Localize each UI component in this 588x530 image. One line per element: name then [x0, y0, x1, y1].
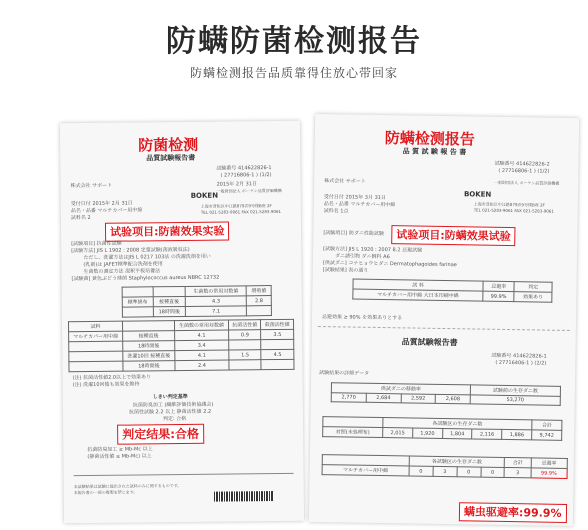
table-cell [69, 361, 123, 372]
table-cell: 53,270 [470, 395, 560, 405]
table-cell: 合計 [532, 420, 562, 430]
test-line: [試験方法] JIS L 1902 : 2008 定量試験(菌液吸収法) [71, 246, 190, 255]
table-cell: 0 [409, 466, 433, 476]
table-cell: 試験前の生存ダニ数 [470, 385, 560, 396]
doc-title: 品 質 試 験 報 告 書 [402, 147, 467, 157]
field-received-date: 受付日付 2015年 3月 31日 [323, 194, 387, 202]
test-line: [供試ダニ] コナヒョウヒダニ Dermatophagoides farinae [322, 260, 457, 269]
table-cell [122, 321, 174, 332]
table-cell: 生菌数の常用対数値 [174, 320, 228, 331]
table-row [122, 306, 271, 318]
table-cell: 忌避率 [531, 458, 568, 469]
table-cell [122, 287, 153, 297]
judgement-line: 抗菌性試験 2.2 以上 静菌活性値 2.2 [128, 408, 212, 416]
table-cell: 7.1 [185, 306, 246, 317]
field-received-date: 受付日付 2015年 2月 31日 [70, 200, 133, 208]
table-cell [229, 360, 262, 370]
test-item-label: 试验项目:防螨效果试验 [391, 225, 516, 246]
table-cell [122, 307, 153, 317]
test-line: [試験結果] 表の通り [322, 267, 369, 274]
table-cell: 0 [457, 467, 481, 477]
table-cell [69, 341, 123, 352]
test-line: ダニ誘引物 ダニ飼料 A6 [334, 253, 390, 261]
lab-tel: TEL 021-5283-9061 FAX 021-5283-9061 [473, 207, 554, 214]
table-cell: 99.9% [483, 291, 515, 301]
test-line: (乳剤)は JAFET標準配合洗剤を使用 [83, 261, 163, 269]
report-sub-number-page2: ( 27716406-1 ) (2/2) [495, 359, 547, 367]
table-cell [261, 359, 294, 369]
table-note: (注) 抗菌活性値2.0以上で効果あり [72, 374, 152, 382]
table-cell: 1,804 [442, 428, 472, 438]
table-cell: 忌避率 [483, 281, 515, 291]
table-cell: 3 [505, 467, 531, 477]
judgement-heading: しきい判定基準 [152, 393, 188, 401]
lab-logo: BOKEN [463, 190, 492, 199]
table-cell: 2,770 [331, 393, 366, 403]
table-cell: 洗濯10回 接種直後 [123, 351, 175, 362]
table-note: (注) 洗濯10回後も効果を維持 [72, 381, 140, 389]
table-cell: 3 [433, 466, 457, 476]
table-cell: 各試験区の生存ダニ数 [383, 418, 532, 430]
table-cell: 接種直後 [123, 331, 175, 342]
barcode [214, 491, 274, 502]
page-divider [318, 326, 570, 331]
footnote: 本報告書の一部の複製を禁じます。 [73, 489, 138, 496]
table-cell: 試 料 [353, 279, 483, 291]
antibacterial-report-sheet [60, 121, 304, 523]
table-cell [247, 306, 272, 316]
divider [74, 473, 294, 476]
table-cell: 標準綿布 [122, 297, 153, 307]
table-cell: 2.8 [247, 296, 272, 306]
doc-title-page2: 品質試験報告書 [401, 337, 458, 348]
table-cell: 2,608 [435, 394, 470, 404]
table-cell: 対照(未処理布) [323, 427, 383, 438]
table-cell: 1.5 [229, 350, 262, 360]
table-cell: 合計 [505, 457, 531, 467]
report-date: 2015年 2月 31日 [216, 181, 258, 188]
anti-mite-heading: 防螨检测报告 [384, 129, 475, 149]
table-cell: 4.5 [261, 349, 294, 359]
test-item-label: 试验项目:防菌效果实验 [105, 221, 230, 241]
mite-movement-table [331, 382, 561, 406]
table-cell [153, 286, 185, 296]
table-cell: 2,116 [472, 429, 502, 439]
control-results-table [122, 285, 272, 318]
test-line: [試験項目] 抗菌性試験 [71, 240, 122, 248]
field-product-name: 品名・品番 マルチカバー用中綿 [323, 201, 396, 209]
test-line: [試験項目] 防ダニ性能試験 [323, 230, 384, 238]
judgement-line: 抗菌防臭加工 (繊維評価技術協議会) [132, 401, 214, 409]
table-cell: 2.4 [175, 360, 229, 371]
table-cell [261, 339, 294, 349]
table-cell: 供試ダニの移動率 [331, 383, 470, 395]
judgement-result-label: 判定结果:合格 [117, 424, 204, 445]
criteria-line: 抗菌防臭加工 ≥ Mb-Mc 以上 [87, 446, 153, 453]
table-cell: 18時間後 [123, 341, 175, 352]
test-line: [試験菌] 黄色ぶどう球菌 Staphylococcus aureus NBRC 12732 [71, 274, 220, 283]
table-row [69, 359, 294, 371]
field-sample-name: 試料名 1点 [323, 208, 349, 215]
sample-results-table [68, 319, 295, 372]
report-number: 試験番号 414622826-1 [216, 165, 272, 172]
table-cell: 効果あり [514, 292, 552, 303]
table-cell: 各試験区の生存ダニ数 [409, 456, 505, 468]
table-row [353, 289, 552, 302]
table-cell: 増殖値 [247, 286, 272, 296]
lab-organization: 一般財団法人 ボーケン品質評価機構 [494, 179, 560, 186]
table-cell: 2,684 [366, 393, 401, 403]
criteria-line: (静菌活性値 ≥ Mb-Mc) 以上 [87, 453, 152, 460]
table-cell [69, 351, 123, 362]
report-number: 試験番号 414622826-2 [494, 160, 550, 168]
table-cell: 0.9 [229, 330, 262, 340]
antibacterial-heading: 防菌检测 [138, 135, 199, 155]
test-line: ただし、洗濯方法はJIS L 0217 103法 の洗濯洗剤を用い [83, 253, 211, 262]
lab-logo: BOKEN [190, 191, 219, 200]
table-cell: 生菌数の常用対数値 [185, 286, 246, 297]
lab-address: 上海市普陀区中江路879弄9号楼B座 2F [200, 203, 272, 209]
table-cell: 4.3 [185, 296, 246, 307]
repellency-rate-label: 螨虫驱避率:99.9% [459, 502, 567, 523]
table-cell: マルチカバー用中綿 [322, 465, 409, 476]
table-cell: 2,592 [401, 394, 436, 404]
field-sample-name: 試料名 2 [70, 214, 91, 222]
lab-organization: 一般財団法人 ボーケン品質評価機構 [216, 187, 282, 194]
sample-mite-table [322, 454, 568, 479]
table-cell: 4.1 [175, 350, 229, 361]
company-name: 株式会社 サボート [324, 178, 366, 185]
table-cell: マルチカバー用中綿 [69, 331, 123, 342]
footnote: 本試験結果は試験に提出された試料のみに関するものです。 [73, 483, 182, 490]
test-line: 生菌数の測定方法 混釈平板培養法 [83, 268, 161, 276]
table-cell: 18時間後 [123, 361, 175, 372]
lab-tel: TEL 021-5283-9061 FAX 021-5283-9061 [200, 208, 282, 215]
test-line: [試験方法] JIS L 1920 : 2007 8.2 忌避試験 [323, 246, 423, 254]
detail-subheading: 試験結果の詳細データ [319, 370, 370, 377]
company-name: 株式会社 サボート [70, 182, 113, 190]
table-cell: 1,920 [412, 428, 442, 438]
anti-mite-report-sheet [309, 114, 579, 526]
judgement-line: 判定: 合格 [162, 415, 187, 423]
table-cell: 殺菌活性値 [261, 319, 294, 329]
field-product-name: 品名・品番 マルチカバー用中綿 [70, 207, 143, 215]
table-cell: 3.4 [175, 340, 229, 351]
page-subtitle: 防螨检测报告品质靠得住放心带回家 [189, 66, 398, 80]
report-sub-number: ( 27716806-1 ) (1/2) [220, 172, 272, 179]
table-cell: 4.1 [174, 330, 228, 341]
table-cell: 9,742 [532, 430, 562, 440]
table-cell: 2,015 [383, 428, 413, 438]
table-cell: 3.5 [261, 329, 294, 339]
table-cell: 18時間後 [153, 306, 185, 316]
repellency-result-table [352, 279, 552, 303]
doc-title: 品質試験報告書 [146, 153, 196, 163]
table-note: 忌避効果 ≥ 90% を効果ありとする [321, 314, 403, 322]
table-cell: 判定 [514, 282, 552, 293]
control-mite-table [322, 416, 562, 441]
table-cell [229, 340, 262, 350]
table-cell: マルチカバー用中綿 大日本印刷中綿 [353, 289, 483, 301]
table-cell: 1,886 [502, 429, 532, 439]
table-cell: 99.9% [531, 468, 568, 479]
report-number-page2: 試験番号 414622826-1 [491, 352, 547, 360]
report-sub-number: ( 27716806-1 ) (1/2) [498, 167, 550, 175]
table-cell: 抗菌活性値 [228, 320, 261, 330]
table-cell: 接種直後 [153, 296, 185, 306]
page-title: 防螨防菌检测报告 [166, 24, 422, 59]
lab-address: 上海市普陀区中江路879弄9号楼B座 2F [473, 201, 545, 208]
table-cell: 試料 [68, 321, 122, 332]
table-cell: 0 [481, 467, 505, 477]
